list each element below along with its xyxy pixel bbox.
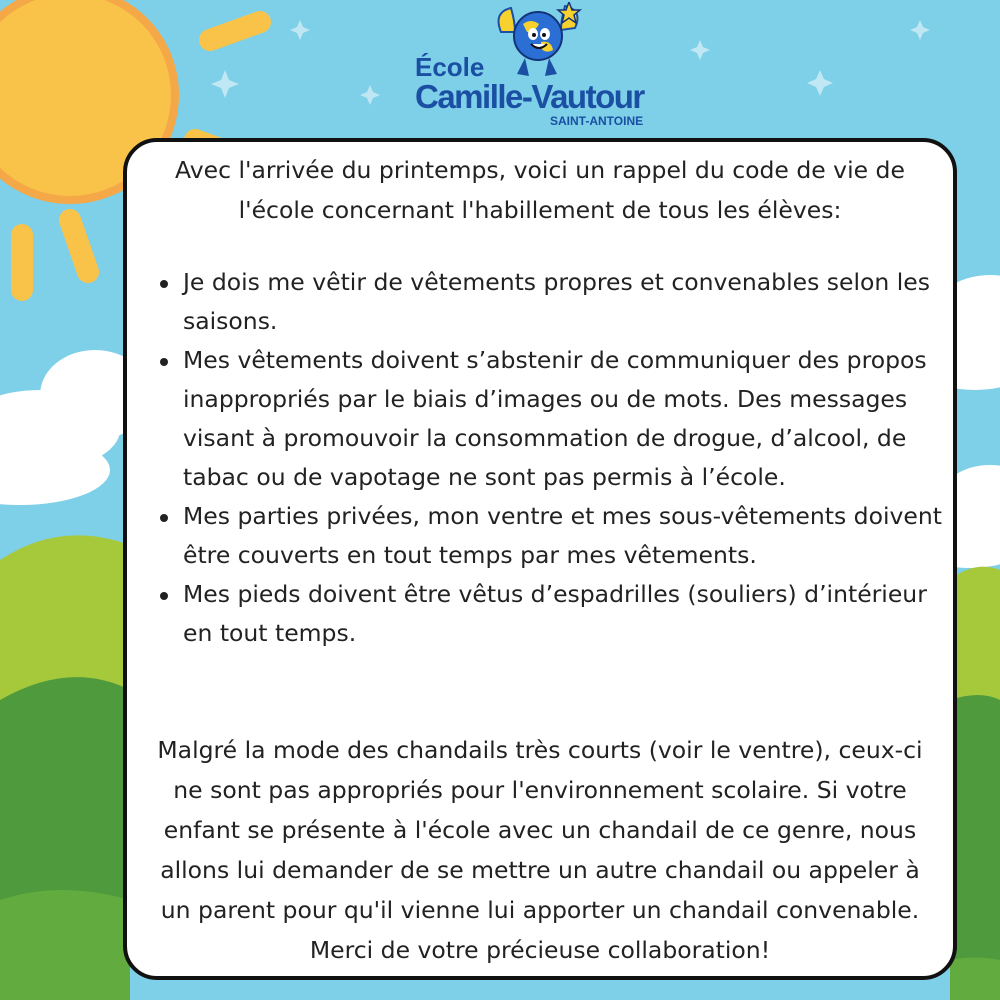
bullet-icon [160,514,168,522]
logo-subtitle: SAINT-ANTOINE [550,114,644,128]
globe-mascot-icon [493,2,583,80]
intro-line: l'école concernant l'habillement de tous les élèves: [238,196,842,224]
closing-line: enfant se présente à l'école avec un chandail de ce genre, nous [163,816,917,844]
rule-text: Mes pieds doivent être vêtus d’espadrilles (souliers) d’intérieur en tout temps. [183,580,927,647]
dress-code-rules-list [177,263,943,653]
notice-closing [127,730,953,970]
closing-line: Merci de votre précieuse collaboration! [309,936,771,964]
closing-line: un parent pour qu'il vienne lui apporter un chandail convenable. [160,896,920,924]
bullet-icon [160,358,168,366]
bullet-icon [160,592,168,600]
rule-item [183,497,943,575]
notice-intro [127,150,953,230]
rule-item [183,341,943,497]
closing-line: Malgré la mode des chandails très courts (voir le ventre), ceux-ci [157,736,923,764]
rule-item [183,575,943,653]
intro-line: Avec l'arrivée du printemps, voici un rappel du code de vie de [175,156,905,184]
rule-item [183,263,943,341]
closing-line: allons lui demander de se mettre un autre chandail ou appeler à [160,856,920,884]
notice-card [123,138,957,980]
rule-text: Je dois me vêtir de vêtements propres et convenables selon les saisons. [183,268,930,335]
school-logo [405,0,675,135]
bullet-icon [160,280,168,288]
closing-line: ne sont pas appropriés pour l'environnement scolaire. Si votre [173,776,907,804]
rule-text: Mes parties privées, mon ventre et mes sous-vêtements doivent être couverts en tout temps par mes vêtements. [183,502,942,569]
logo-school-name: Camille-Vautour [415,78,644,115]
rule-text: Mes vêtements doivent s’abstenir de communiquer des propos inappropriés par le biais d’images ou de mots. Des messages visant à promouvoir la consommation de drogue, d’alcool, de tabac ou de vapotage ne sont pas permis à l’école. [183,346,927,491]
logo-ecole-text: École [415,52,485,82]
